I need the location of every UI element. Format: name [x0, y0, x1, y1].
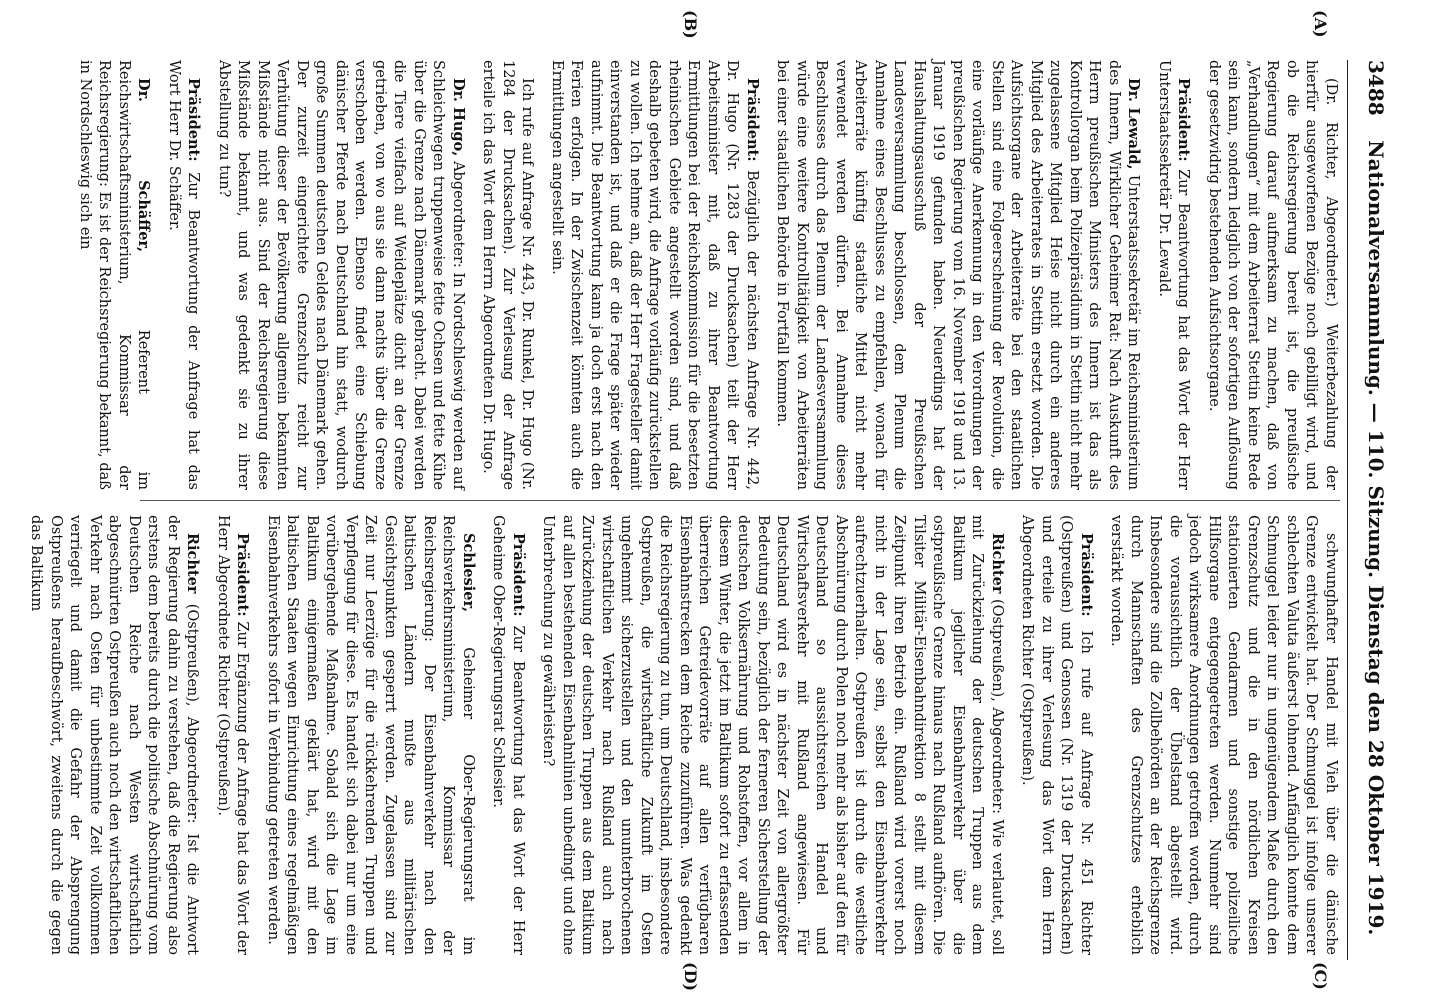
- right-column: [20, 515, 1340, 955]
- speaker-name: Dr. Lewald,: [1125, 78, 1143, 170]
- page-header: [1347, 60, 1388, 960]
- paragraph: [1017, 515, 1096, 955]
- paragraph-text: Geheimer Ober-Regierungsrat im Reichsverkehrsministerium, Kommissar der Reichsregierung: Der Eisenbahnverkehr nach den baltischen Ländern mußte aus militärischen Gesichtspunkten gesperrt werden. Zugelassen sind zur Zeit nur Leerzüge für die rückkehrenden Truppen und Verpflegung für diese. Es handelt sich dabei nur um eine vorübergehende Maßnahme. Sobald sich die Lage im Baltikum einigermaßen geklärt hat, wird mit den baltischen Staaten wegen Einrichtung eines regelmäßigen Eisenbahnverkehrs sofort in Verbindung getreten werden.: [265, 515, 476, 956]
- speaker-name: Dr. Schäffer,: [135, 78, 153, 253]
- marker-b: (B): [681, 10, 700, 39]
- speaker-name: Schlesier,: [460, 533, 477, 613]
- paragraph: [214, 60, 469, 490]
- speaker-name: Präsident:: [1175, 78, 1193, 162]
- marker-c: (C): [1311, 962, 1330, 990]
- paragraph: [26, 515, 203, 955]
- paragraph-text: Zur Beantwortung der Anfrage hat das Wort Herr Dr. Schäffer.: [166, 60, 202, 490]
- paragraph-text: schwunghafter Handel mit Vieh über die dänische Grenze entwickelt hat. Der Schmuggel ist infolge unserer schlechten Valuta äußerst lohnend. Anfänglich konnte dem Schmuggel leider nur in ungenügendem Maße durch den Grenzschutz und die in den nördlichen Kreisen stationierten Gendarmen und sonstige polizeiliche Hilfsorgane entgegengetreten werden. Nunmehr sind jedoch wirksamere Anordnungen getroffen worden, durch die voraussichtlich der Übelstand abgestellt wird. Insbesondere sind die Zollbehörden an der Reichsgrenze durch Mannschaften des Grenzschutzes erheblich verstärkt worden.: [1108, 515, 1339, 955]
- paragraph-text: Zur Ergänzung der Anfrage hat das Wort der Herr Abgeordnete Richter (Ostpreußen).: [215, 515, 251, 956]
- paragraph: [213, 515, 253, 955]
- speaker-name: Präsident:: [744, 78, 761, 162]
- speaker-name: Präsident:: [1078, 533, 1095, 617]
- paragraph-text: (Dr. Richter, Abgeordneter.) Weiterbezahlung der hierfür ausgeworfenen Bezüge noch gebilligt wird, und ob die Reichsregierung bereit ist, die preußische Regierung darauf aufmerksam zu machen, daß von „Verhandlungen“ mit dem Arbeiterrat Stettin keine Rede sein kann, sondern lediglich von der sofortigen Auflösung der gesetzwidrig bestehenden Aufsichtsorgane.: [1206, 60, 1339, 490]
- marker-d: (D): [681, 962, 700, 992]
- paragraph-text: (Ostpreußen), Abgeordneter: Wie verlautet, soll mit Zurückziehung der deutschen Truppen aus dem Baltikum jeglicher Eisenbahnverkehr über die ostpreußische Grenze hinaus nach Rußland aufhören. Die Tilsiter Militär-Eisenbahndirektion 8 stellt mit diesem Zeitpunkt ihren Betrieb ein. Rußland wird vorerst noch nicht in der Lage sein, selbst den Eisenbahnverkehr aufrechtzuerhalten. Ostpreußen ist durch die westliche Abschnürung durch Polen noch mehr als bisher auf den für Deutschland so aussichtsreichen Handel und Wirtschaftsverkehr mit Rußland angewiesen. Für Deutschland wird es in nächster Zeit von allergrößter Bedeutung sein, bezüglich der ferneren Sicherstellung der deutschen Volksernährung und Rohstoffen, vor allem in diesem Winter, die jetzt im Baltikum sofort zu erfassenden überreichen Getreidevorräte auf allen verfügbaren Eisenbahnstrecken dem Reiche zuzuführen. Was gedenkt die Reichsregierung zu tun, um Deutschland, insbesondere Ostpreußen, die wirtschaftliche Zukunft im Osten ungehemmt sicherzustellen und den ununterbrochenen wirtschaftlichen Verkehr nach Rußland auch nach Zurückziehung der deutschen Truppen aus dem Baltikum auf allen bestehenden Eisenbahnlinien unbedingt und ohne Unterbrechung zu gewährleisten?: [540, 515, 1005, 955]
- speaker-name: Präsident:: [234, 533, 252, 617]
- paragraph-text: (Ostpreußen), Abgeordneter: Ist die Antwort der Regierung dahin zu verstehen, daß die Regierung also erstens dem bereits durch die politische Abschnürung vom Deutschen Reiche nach Westen wirtschaftlich abgeschnürten Ostpreußen auch noch den wirtschaftlichen Verkehr nach Osten für unbestimmte Zeit vollkommen verriegelt und damit die Gefahr der Absprengung Ostpreußens heraufbeschwört, zweitens durch die gegen das Baltikum: [28, 515, 201, 955]
- paragraph: [1204, 60, 1341, 490]
- paragraph-text: Ich rufe auf Anfrage Nr. 443, Dr. Runkel, Dr. Hugo (Nr. 1284 der Drucksachen). Zur Verlesung der Anfrage erteile ich das Wort dem Herrn Abgeordneten Dr. Hugo.: [480, 60, 536, 490]
- left-column: [20, 60, 1340, 490]
- speaker-name: Richter: [184, 533, 202, 594]
- column-divider: [140, 500, 1340, 501]
- paragraph-text: Bezüglich der nächsten Anfrage Nr. 442, Dr. Hugo (Nr. 1283 der Drucksachen) teilt der Herr Arbeitsminister mit, daß zu ihrer Beantwortung Ermittlungen bei der Reichskommission für die besetzten rheinischen Gebiete angestellt worden sind, und daß deshalb gebeten wird, die Anfrage vorläufig zurückstellen zu wollen. Ich nehme an, daß der Herr Fragesteller damit einverstanden ist, und daß er die Frage später wieder aufnimmt. Die Beantwortung kann ja doch erst nach den Ferien erfolgen. In der Zwischenzeit könnten auch die Ermittlungen angestellt sein.: [549, 60, 760, 490]
- speaker-name: Präsident:: [510, 533, 527, 617]
- paragraph-text: Abgeordneter: In Nordschleswig werden auf Schleichwegen truppenweise fette Ochsen und fette Kühe über die Grenze nach Dänemark gebracht. Dabei werden die Tiere vielfach auf Weideplätze dicht an der Grenze getrieben, von wo aus sie dann nachts über die Grenze verschoben werden. Ebenso findet eine Schiebung dänischer Pferde nach Deutschland hin statt, wodurch große Summen deutschen Geldes nach Dänemark gehen. Der zurzeit eingerichtete Grenzschutz reicht zur Verhütung dieser der Bevölkerung allgemein bekannten Mißstände nicht aus. Sind der Reichsregierung diese Mißstände bekannt, und was gedenkt sie zu ihrer Abstellung zu tun?: [216, 60, 466, 490]
- paragraph-text: Unterstaatssekretär im Reichsministerium des Innern, Wirklicher Geheimer Rat: Nach Auskunft des Herrn preußischen Ministers des Innern ist das als Kontrollorgan beim Polizeipräsidium in Stettin nicht mehr zugelassene Mitglied Heise nicht durch ein anderes Mitglied des Arbeiterrates in Stettin ersetzt worden. Die Aufsichtsorgane der Arbeiterräte bei den staatlichen Stellen sind eine Folgeerscheinung der Revolution, die eine vorläufige Anerkennung in den Verordnungen der preußischen Regierung vom 16. November 1918 und 13. Januar 1919 gefunden haben. Neuerdings hat der Haushaltungsausschuß der Preußischen Landesversammlung beschlossen, dem Plenum die Annahme eines Beschlusses zu empfehlen, wonach für Arbeiterräte künftig staatliche Mittel nicht mehr verwendet werden dürfen. Bei Annahme dieses Beschlusses durch das Plenum der Landesversammlung würde eine weitere Kontrolltätigkeit von Arbeiterräten bei einer staatlichen Behörde in Fortfall kommen.: [774, 60, 1142, 490]
- page-number: 3488: [1364, 60, 1388, 116]
- speaker-name: Dr. Hugo,: [450, 78, 467, 157]
- paragraph-text: Zur Beantwortung hat das Wort der Herr Unterstaatssekretär Dr. Lewald.: [1156, 60, 1192, 491]
- paragraph: [547, 60, 763, 490]
- paragraph-text: Zur Beantwortung hat das Wort der Herr Geheime Ober-Regierungsrat Schlesier.: [490, 515, 526, 956]
- speaker-name: Richter: [989, 533, 1006, 594]
- speaker-name: Präsident:: [185, 78, 203, 162]
- paragraph: [164, 60, 204, 490]
- paragraph: [538, 515, 1007, 955]
- paragraph: [1154, 60, 1194, 490]
- paragraph: [1106, 515, 1340, 955]
- paragraph-text: Ich rufe auf Anfrage Nr. 451 Richter (Ostpreußen) und Genossen (Nr. 1319 der Drucksachen) und erteile zu ihrer Verlesung das Wort dem Herrn Abgeordneten Richter (Ostpreußen).: [1019, 515, 1094, 955]
- paragraph: [478, 60, 537, 490]
- paragraph-text: Referent im Reichswirtschaftsministerium, Kommissar der Reichsregierung: Es ist der Reichsregierung bekannt, daß in Nordschleswig sich ein: [77, 60, 152, 490]
- page-title: Nationalversammlung. — 110. Sitzung. Dienstag den 28 Oktober 1919.: [1364, 140, 1388, 936]
- marker-a: (A): [1311, 10, 1330, 38]
- paragraph: [772, 60, 1144, 490]
- paragraph: [488, 515, 528, 955]
- paragraph: [75, 60, 154, 490]
- paragraph: [263, 515, 479, 955]
